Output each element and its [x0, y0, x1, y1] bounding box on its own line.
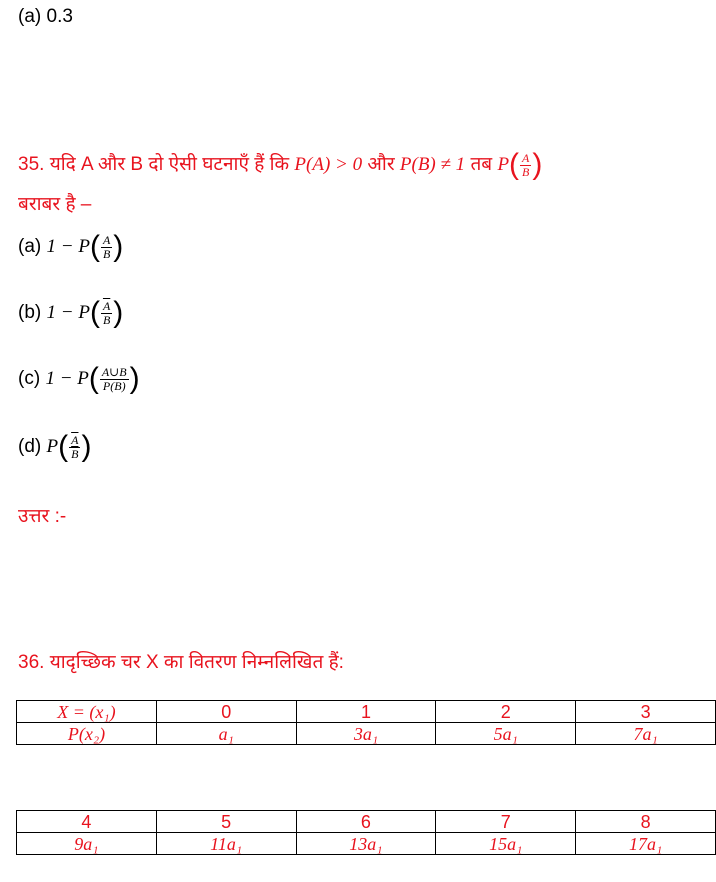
option-label: (b)	[18, 302, 42, 324]
fraction-a-over-b: $\frac{A}{B}$	[522, 150, 530, 179]
question-35-line2: बराबर है –	[18, 194, 92, 215]
question-number: 35.	[18, 154, 45, 176]
question-text: यादृच्छिक चर X का वितरण निम्नलिखित हैं:	[49, 652, 344, 673]
condition-1: P(A) > 0	[294, 154, 363, 176]
option-label: (d)	[18, 436, 42, 458]
table-cell: 17a₁	[576, 833, 716, 855]
option-label: (a)	[18, 6, 42, 27]
table-cell: a₁	[156, 723, 296, 745]
option-fraction: $\frac{A}{B}$	[102, 232, 111, 261]
distribution-table-1	[16, 700, 716, 745]
option-fraction: $\frac{\overline{A}}{B}$	[102, 298, 111, 327]
table-cell: 3a₁	[296, 723, 436, 745]
table-cell: 9a₁	[17, 833, 157, 855]
option-label: (a)	[18, 236, 42, 258]
previous-option-a	[18, 6, 73, 28]
option-b: (b) 1 − P( $\frac{\overline{A}}{B}$ )	[18, 296, 124, 329]
table-row	[17, 833, 716, 855]
table-cell: 6	[296, 811, 436, 833]
table-row	[17, 811, 716, 833]
question-35-line1: 35. यदि A और B दो ऐसी घटनाएँ हैं कि P(A) > 0 और P(B) ≠ 1 तब P( $\frac{A}{B}$ )	[18, 148, 543, 181]
table-cell: 11a₁	[156, 833, 296, 855]
option-a: (a) 1 − P( $\frac{A}{B}$ )	[18, 230, 124, 263]
question-36	[18, 648, 344, 674]
distribution-table-2	[16, 810, 716, 855]
question-text: यदि A और B दो ऐसी घटनाएँ हैं कि	[49, 154, 290, 176]
table-cell: 7a₁	[576, 723, 716, 745]
table-cell: 13a₁	[296, 833, 436, 855]
then-word: तब	[470, 154, 493, 176]
table-cell: 15a₁	[436, 833, 576, 855]
condition-2: P(B) ≠ 1	[399, 154, 466, 176]
table-cell: 4	[17, 811, 157, 833]
table-cell: 5	[156, 811, 296, 833]
table-cell: 7	[436, 811, 576, 833]
option-expr: 1 − P	[46, 302, 90, 324]
table-cell: P(x₂)	[17, 723, 157, 745]
table-row	[17, 701, 716, 723]
option-value: 0.3	[46, 6, 73, 27]
table-cell: 2	[436, 701, 576, 723]
and-word: और	[367, 154, 395, 176]
option-d: (d) P( $\frac{\overline{A}}{B}$ )	[18, 430, 92, 463]
table-cell: 8	[576, 811, 716, 833]
prob-symbol: P	[497, 154, 510, 176]
table-cell: 3	[576, 701, 716, 723]
table-cell: 0	[156, 701, 296, 723]
table-cell: 1	[296, 701, 436, 723]
option-expr: 1 − P	[46, 236, 90, 258]
option-c: (c) 1 − P( $\frac{A\cup B}{P(B)}$ )	[18, 362, 140, 395]
option-expr: P	[46, 436, 59, 458]
option-fraction: $\frac{A\cup B}{P(B)}$	[101, 364, 127, 393]
question-number: 36.	[18, 652, 45, 673]
answer-label: उत्तर :-	[18, 506, 67, 527]
option-expr: 1 − P	[45, 368, 89, 390]
table-row	[17, 723, 716, 745]
table-cell: 5a₁	[436, 723, 576, 745]
option-fraction: $\frac{\overline{A}}{B}$	[71, 432, 79, 461]
table-cell: X = (x₁)	[17, 701, 157, 723]
option-label: (c)	[18, 368, 41, 390]
